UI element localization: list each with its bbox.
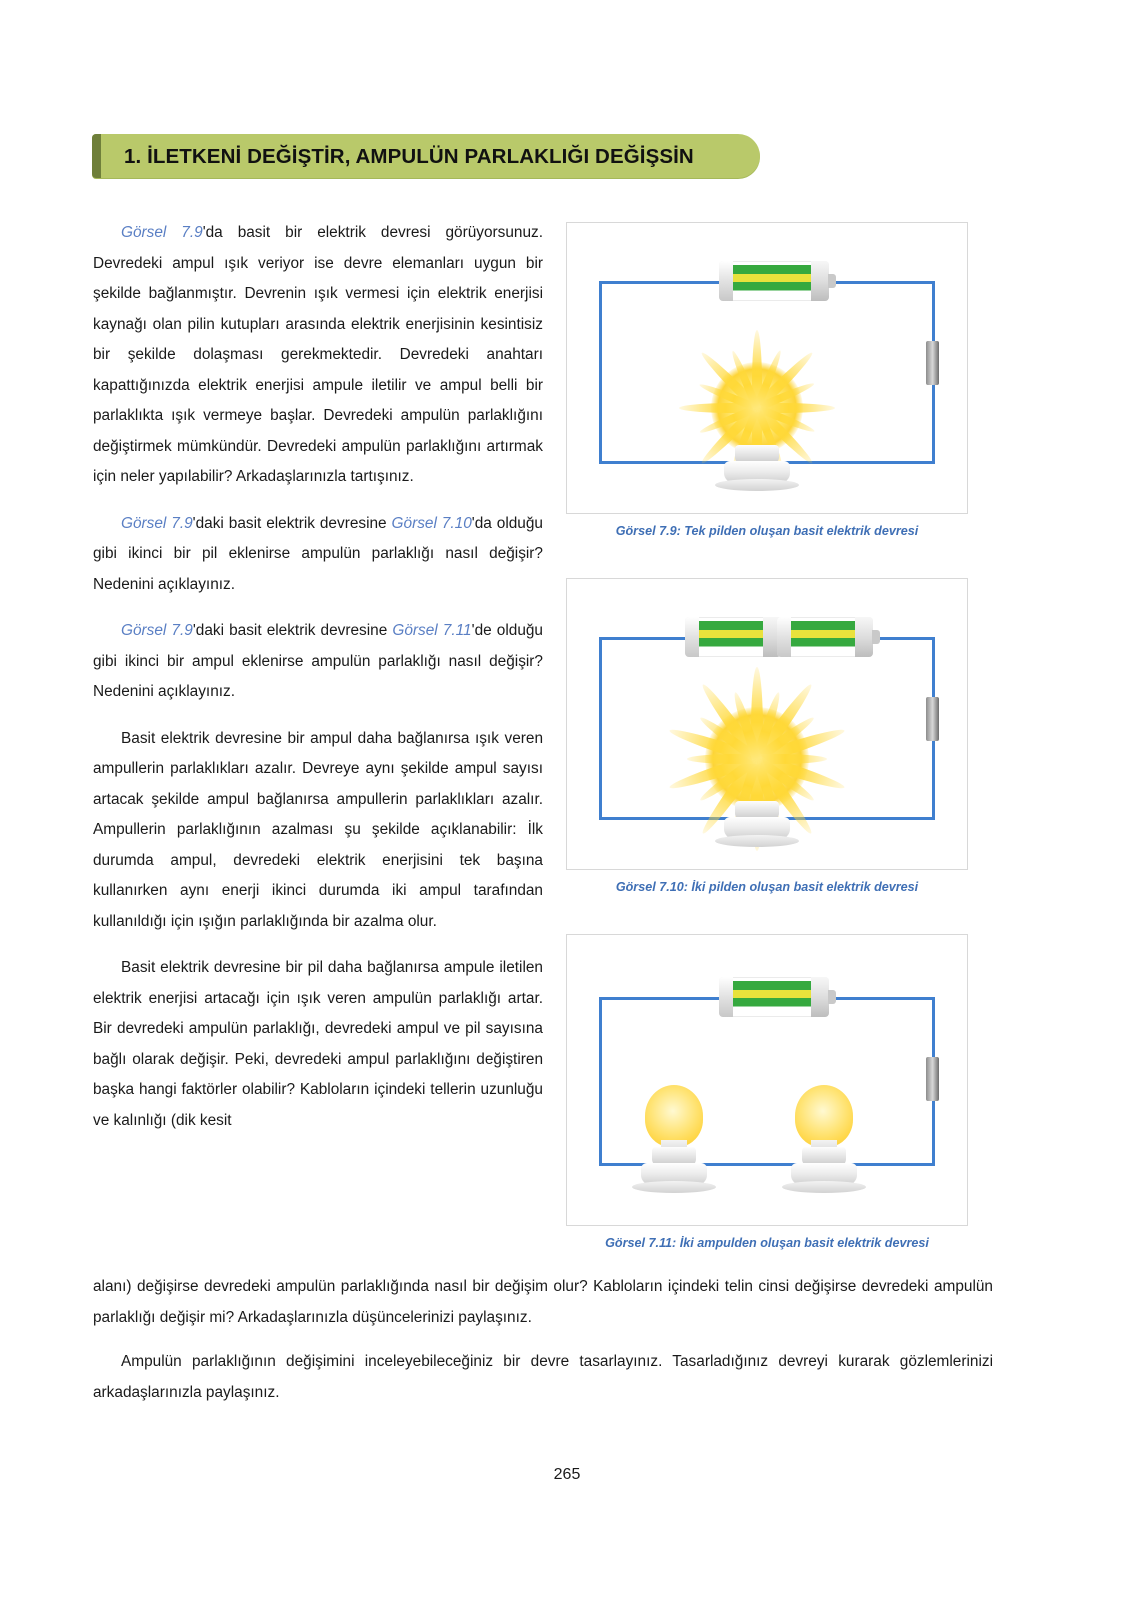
page-title: 1. İLETKENİ DEĞİŞTİR, AMPULÜN PARLAKLIĞI DEĞİŞSİN: [124, 145, 694, 168]
paragraph-4-text: Basit elektrik devresine bir ampul daha bağlanırsa ışık veren ampullerin parlaklıkları azalır. Devreye aynı şekilde ampul sayısı artacak şekilde ampul bağlanırsa ampullerin parlaklıkları azalır. Ampullerin parlaklığının azalması şu şekilde açıklanabilir: İlk durumda ampul, devredeki elektrik enerjisini tek başına kullanırken aynı enerji ikinci durumda iki ampul tarafından kullanıldığı için ışığın parlaklığında bir azalma olur.: [93, 729, 543, 930]
battery-positive-nub: [828, 990, 836, 1004]
paragraph-5-text: Basit elektrik devresine bir pil daha bağlanırsa ampule iletilen elektrik enerjisi artacağı için ışık veren ampulün parlaklığı artar. Bir devredeki ampulün parlaklığı, devredeki ampul ve pil sayısına bağlı olarak değişir. Peki, devredeki ampul parlaklığını değiştiren başka hangi faktörler olabilir? Kabloların içindeki tellerin uzunluğu ve kalınlığı (dik kesit: [93, 959, 543, 1129]
battery-positive-nub: [828, 274, 836, 288]
paragraph-2-text: 'da olduğu gibi ikinci bir pil eklenirse ampulün parlaklığı nasıl değişir? Nedenini açıklayınız.: [93, 514, 543, 593]
figure-reference: Görsel 7.10: [391, 514, 472, 532]
figure-reference: Görsel 7.9: [121, 622, 193, 639]
figure-caption-7-9: Görsel 7.9: Tek pilden oluşan basit elektrik devresi: [615, 524, 919, 538]
battery: [719, 261, 829, 301]
paragraph-2-mid: 'daki basit elektrik devresine: [192, 514, 392, 532]
battery-positive-nub: [872, 630, 880, 644]
bulb-glass: [645, 1085, 703, 1147]
figure-7-11: [566, 934, 968, 1226]
battery: [719, 977, 829, 1017]
battery: [777, 617, 873, 657]
figure-reference: Görsel 7.9: [121, 514, 193, 532]
bulb-stand: [715, 835, 799, 847]
battery-terminal-left: [685, 617, 699, 657]
figure-caption-7-11: Görsel 7.11: İki ampulden oluşan basit elektrik devresi: [605, 1236, 929, 1250]
battery-terminal-right: [811, 977, 829, 1017]
bulb-stand: [632, 1181, 716, 1193]
paragraph-5b-text: alanı) değişirse devredeki ampulün parlaklığında nasıl bir değişim olur? Kabloların içindeki telin cinsi değişirse devredeki ampulün parlaklığı değişir mi? Arkadaşlarınızla düşüncelerinizi paylaşınız.: [93, 1278, 993, 1326]
battery: [685, 617, 781, 657]
paragraph-2: [93, 509, 543, 601]
circuit-wire-left: [599, 637, 602, 820]
bulb-stand: [715, 479, 799, 491]
paragraph-6: [93, 1347, 993, 1408]
section-banner: [92, 134, 760, 178]
paragraph-3-text: 'de olduğu gibi ikinci bir ampul eklenirse ampulün parlaklığı nasıl değişir? Nedenini açıklayınız.: [93, 622, 543, 700]
figure-caption-7-10: Görsel 7.10: İki pilden oluşan basit elektrik devresi: [615, 880, 919, 894]
figure-reference: Görsel 7.9: [121, 224, 203, 241]
paragraph-5-continued: [93, 1272, 993, 1333]
circuit-switch: [926, 341, 939, 385]
paragraph-1-text: 'da basit bir elektrik devresi görüyorsunuz. Devredeki ampul ışık veriyor ise devre elemanları uygun bir şekilde bağlanmıştır. Devrenin ışık vermesi için elektrik enerjisi kaynağı olan pilin kutupları arasında elektrik enerjisinin kesintisiz bir şekilde dolaşması gerekmektedir. Devredeki anahtarı kapattığınızda elektrik enerjisi ampule iletilir ve ampul belli bir parlaklıkta ışık vermeye başlar. Devredeki ampulün parlaklığını değiştirmek mümkündür. Devredeki ampulün parlaklığını artırmak için neler yapılabilir? Arkadaşlarınızla tartışınız.: [93, 224, 543, 485]
figure-reference: Görsel 7.11: [392, 622, 472, 639]
text-full-width: [93, 1272, 993, 1422]
page-number: 265: [553, 1466, 581, 1483]
circuit-switch: [926, 1057, 939, 1101]
figure-7-9: [566, 222, 968, 514]
bulb-stand: [782, 1181, 866, 1193]
circuit-switch: [926, 697, 939, 741]
battery-terminal-right: [855, 617, 873, 657]
bulb-glass: [795, 1085, 853, 1147]
paragraph-4: [93, 724, 543, 938]
text-column-left: [93, 218, 543, 1152]
battery-terminal-left: [719, 977, 733, 1017]
paragraph-6-text: Ampulün parlaklığının değişimini inceleyebileceğiniz bir devre tasarlayınız. Tasarladığınız devreyi kurarak gözlemlerinizi arkadaşlarınızla paylaşınız.: [93, 1353, 993, 1401]
paragraph-3: [93, 616, 543, 708]
circuit-wire-left: [599, 997, 602, 1166]
battery-terminal-right: [811, 261, 829, 301]
paragraph-3-mid: 'daki basit elektrik devresine: [192, 622, 393, 639]
battery-terminal-left: [777, 617, 791, 657]
figure-7-10: [566, 578, 968, 870]
battery-terminal-left: [719, 261, 733, 301]
paragraph-5: [93, 953, 543, 1136]
circuit-wire-left: [599, 281, 602, 464]
paragraph-1: [93, 218, 543, 493]
